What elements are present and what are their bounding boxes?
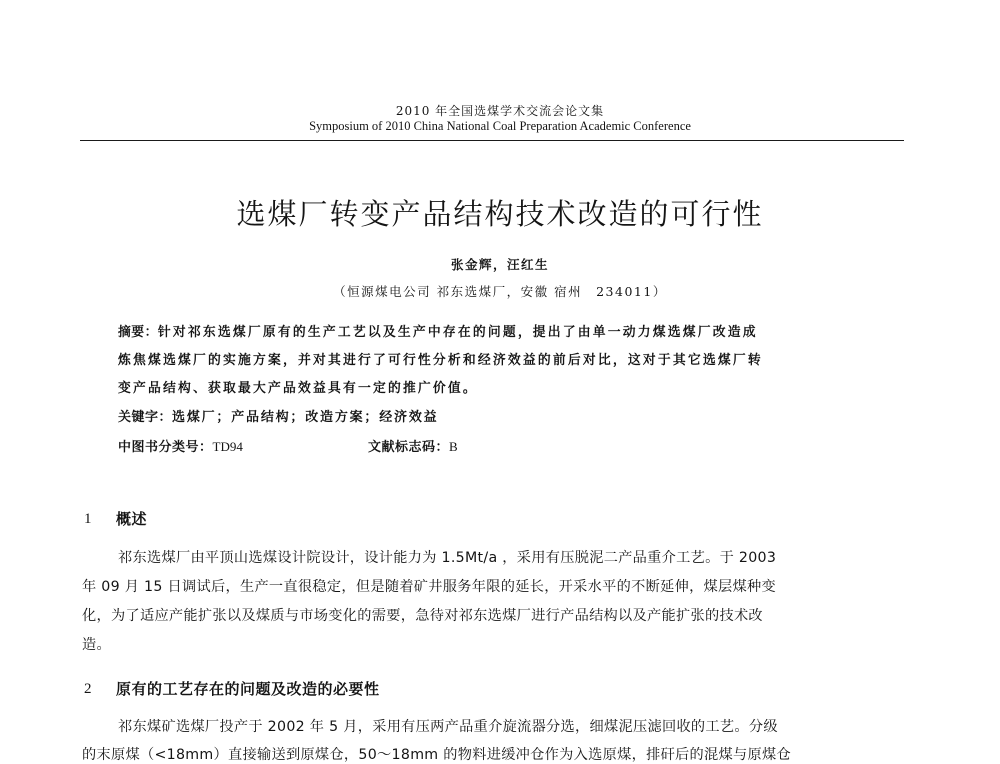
section-title: 原有的工艺存在的问题及改造的必要性	[116, 680, 380, 698]
doc-code-value: B	[449, 439, 458, 454]
body-line: 化，为了适应产能扩张以及煤质与市场变化的需要，急待对祁东选煤厂进行产品结构以及产能扩张的技术改	[82, 608, 763, 624]
doc-code-label: 文献标志码：	[368, 440, 450, 455]
keywords-value: 选煤厂；产品结构；改造方案；经济效益	[172, 410, 439, 425]
running-header-en: Symposium of 2010 China National Coal Preparation Academic Conference	[309, 119, 691, 133]
abstract-label: 摘要：	[118, 325, 158, 340]
clc-value: TD94	[212, 439, 243, 454]
abstract-line: 变产品结构、获取最大产品效益具有一定的推广价值。	[118, 381, 478, 396]
abstract-line: 炼焦煤选煤厂的实施方案，并对其进行了可行性分析和经济效益的前后对比，这对于其它选煤厂转	[118, 353, 763, 368]
body-line: 祁东煤矿选煤厂投产于 2002 年 5 月，采用有压两产品重介旋流器分选，细煤泥压滤回收的工艺。分级	[118, 719, 778, 735]
abstract-text: 针对祁东选煤厂原有的生产工艺以及生产中存在的问题，提出了由单一动力煤选煤厂改造成	[157, 325, 758, 340]
clc-line	[118, 439, 243, 456]
affiliation: （恒源煤电公司 祁东选煤厂，安徽 宿州 234011）	[333, 284, 667, 299]
keywords-line	[118, 410, 438, 426]
body-line: 祁东选煤厂由平顶山选煤设计院设计，设计能力为 1.5Mt/a ，采用有压脱泥二产品重介工艺。于 2003	[118, 550, 777, 566]
paper-title: 选煤厂转变产品结构技术改造的可行性	[236, 197, 764, 231]
section-number: 1	[84, 511, 92, 527]
body-line: 的末原煤（<18mm）直接输送到原煤仓，50～18mm 的物料进缓冲仓作为入选原煤，排矸后的混煤与原煤仓	[82, 747, 791, 763]
clc-label: 中图书分类号：	[118, 440, 213, 455]
keywords-label: 关键字：	[118, 410, 173, 425]
running-header-cn: 2010 年全国选煤学术交流会论文集	[395, 104, 605, 118]
section-title: 概述	[116, 510, 148, 528]
header-rule	[80, 140, 904, 141]
section-number: 2	[84, 681, 92, 697]
body-line: 造。	[82, 637, 111, 653]
abstract-line	[118, 325, 758, 341]
body-line: 年 09 月 15 日调试后，生产一直很稳定，但是随着矿井服务年限的延长，开采水平的不断延伸，煤层煤种变	[82, 579, 776, 595]
doc-code-line	[368, 439, 458, 456]
authors: 张金辉，汪红生	[450, 257, 549, 272]
